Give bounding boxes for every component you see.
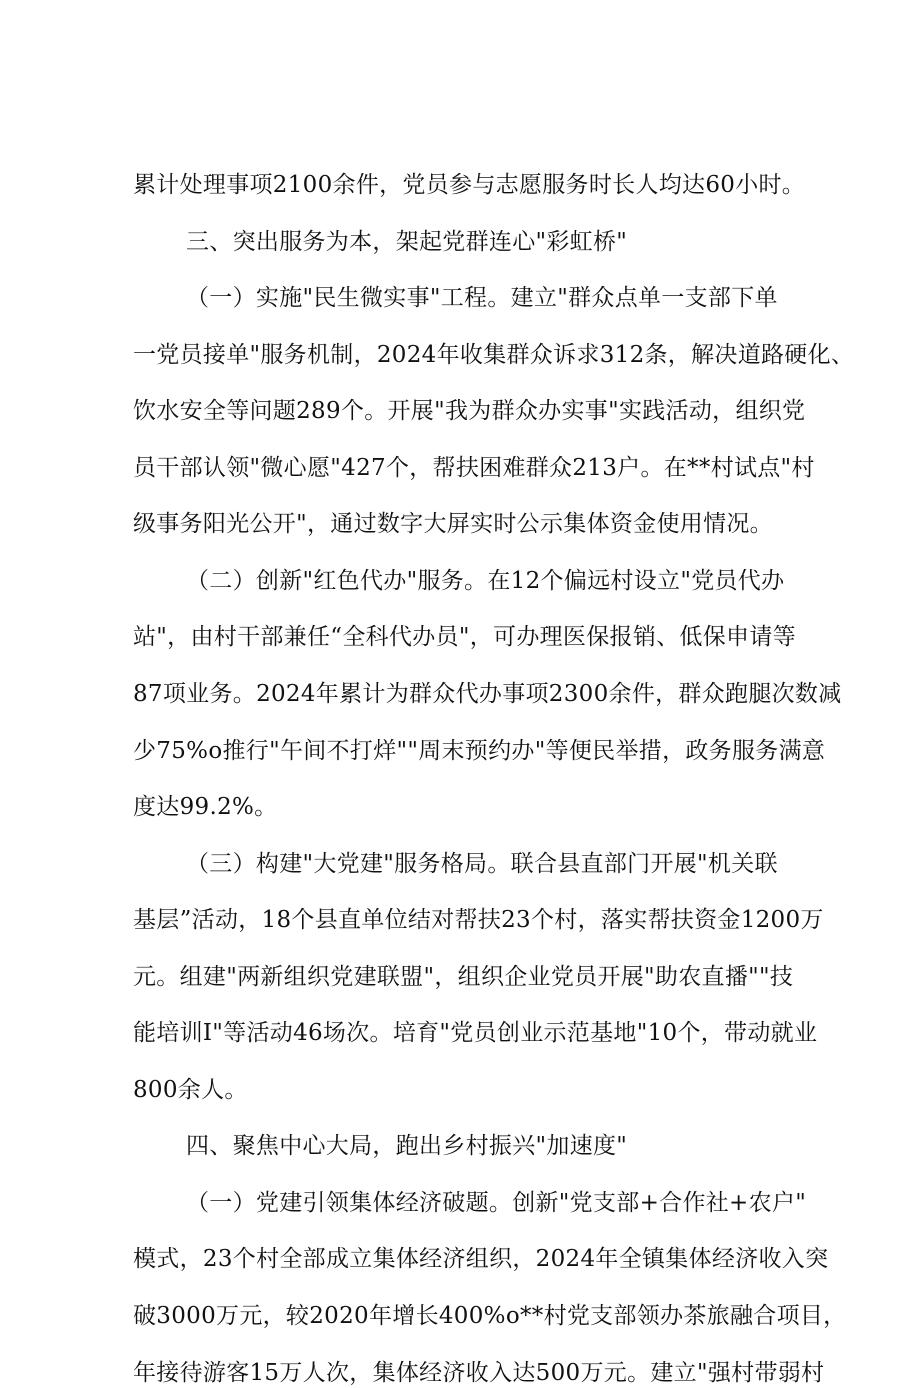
paragraph-line: 度达99.2%。 bbox=[133, 794, 278, 820]
paragraph-line: 员干部认领"微心愿"427个，帮扶困难群众213户。在**村试点"村 bbox=[133, 455, 815, 481]
paragraph-line: 87项业务。2024年累计为群众代办事项2300余件，群众跑腿次数减 bbox=[133, 681, 842, 707]
paragraph-line: 年接待游客15万人次，集体经济收入达500万元。建立"强村带弱村 bbox=[133, 1360, 825, 1386]
paragraph-line: 破3000万元，较2020年增长400%o**村党支部领办茶旅融合项目， bbox=[133, 1303, 847, 1329]
paragraph-line: 一党员接单"服务机制，2024年收集群众诉求312条，解决道路硬化、 bbox=[133, 342, 855, 368]
section-heading-4: 四、聚焦中心大局，跑出乡村振兴"加速度" bbox=[186, 1133, 628, 1159]
paragraph-line: 基层”活动，18个县直单位结对帮扶23个村，落实帮扶资金1200万 bbox=[133, 907, 824, 933]
paragraph-line: （一）实施"民生微实事"工程。建立"群众点单一支部下单 bbox=[186, 285, 778, 311]
paragraph-line: 800余人。 bbox=[133, 1077, 248, 1103]
paragraph-line: 级事务阳光公开"，通过数字大屏实时公示集体资金使用情况。 bbox=[133, 511, 773, 537]
paragraph-line: 能培训I"等活动46场次。培育"党员创业示范基地"10个，带动就业 bbox=[133, 1020, 818, 1046]
paragraph-line: （二）创新"红色代办"服务。在12个偏远村设立"党员代办 bbox=[186, 568, 785, 594]
paragraph-line: （三）构建"大党建"服务格局。联合县直部门开展"机关联 bbox=[186, 851, 778, 877]
paragraph-line: 站"，由村干部兼任“全科代办员"，可办理医保报销、低保申请等 bbox=[133, 624, 796, 650]
paragraph-line: 模式，23个村全部成立集体经济组织，2024年全镇集体经济收入突 bbox=[133, 1246, 829, 1272]
section-heading-3: 三、突出服务为本，架起党群连心"彩虹桥" bbox=[186, 229, 628, 255]
paragraph-line: 饮水安全等问题289个。开展"我为群众办实事"实践活动，组织党 bbox=[133, 398, 806, 424]
paragraph-line: 元。组建"两新组织党建联盟"，组织企业党员开展"助农直播""技 bbox=[133, 964, 794, 990]
paragraph-line: 少75%o推行"午间不打烊""周末预约办"等便民举措，政务服务满意 bbox=[133, 738, 826, 764]
paragraph-line: （一）党建引领集体经济破题。创新"党支部+合作社+农户" bbox=[186, 1190, 807, 1216]
paragraph-line: 累计处理事项2100余件，党员参与志愿服务时长人均达60小时。 bbox=[133, 172, 806, 198]
